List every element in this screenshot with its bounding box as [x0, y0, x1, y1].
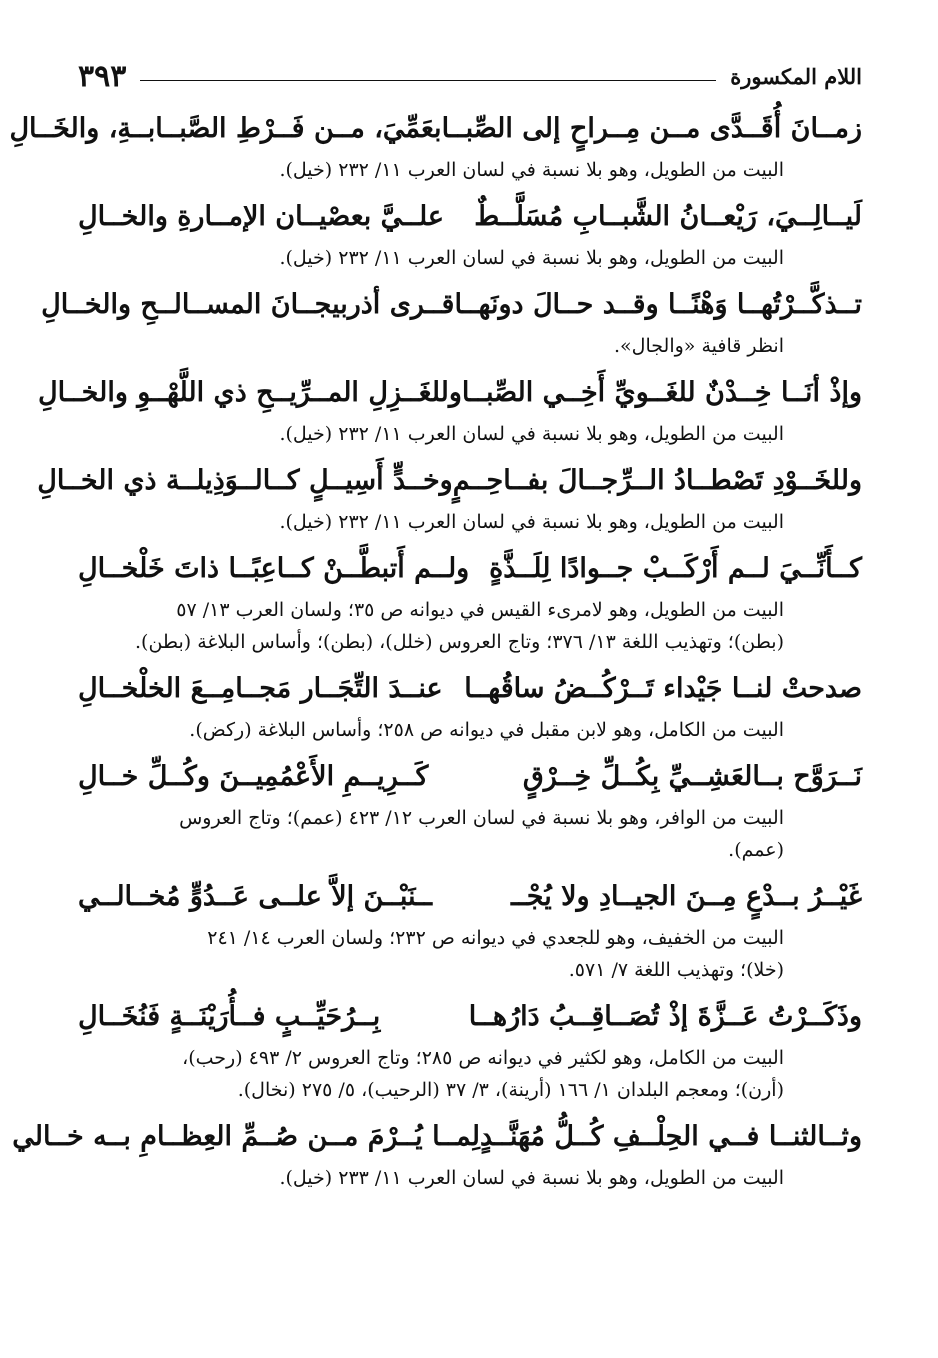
note-line: البيت من الطويل، وهو بلا نسبة في لسان العرب ١١/ ٢٣٣ (خيل). [279, 1167, 784, 1189]
verse-entry [78, 752, 862, 866]
note-line: البيت من الخفيف، وهو للجعدي في ديوانه ص ٢٣٢؛ ولسان العرب ١٤/ ٢٤١ [207, 927, 784, 949]
page-number: ٣٩٣ [78, 58, 127, 94]
verse-note [78, 714, 862, 746]
verse-entry [38, 368, 862, 450]
verse-note [78, 594, 862, 658]
verse-line [37, 456, 862, 506]
verse-second-hemistich: علــيَّ بعصْيــان الإمــارةِ والخــالِ [78, 201, 445, 232]
verse-note [78, 242, 862, 274]
note-line: (أرن)؛ ومعجم البلدان ١/ ١٦٦ (أرينة)، ٣/ ٣٧ (الرحيب)، ٥/ ٢٧٥ (نخال). [237, 1079, 784, 1101]
verse-line [78, 752, 862, 802]
verse-line [78, 992, 862, 1042]
verse-line [41, 280, 862, 330]
verse-second-hemistich: ولــم أَتبطَّــنْ كــاعِبًــا ذاتَ خَلْخــالِ [78, 553, 470, 584]
verse-note [78, 1042, 862, 1106]
verse-note [78, 506, 862, 538]
verse-entry [78, 872, 862, 986]
verse-line [78, 664, 862, 714]
verse-first-hemistich: نَــرَوَّح بــالعَشِــيِّ بِكُــلِّ خِــرْقٍ [522, 761, 862, 792]
note-line: البيت من الطويل، وهو لامرىء القيس في ديوانه ص ٣٥؛ ولسان العرب ١٣/ ٥٧ [176, 599, 784, 621]
verse-line [78, 872, 862, 922]
verse-second-hemistich: لِمــا يُــرْمَ مــن صُــمِّ العِظــامِ بــه خــالي [12, 1121, 480, 1152]
note-line: البيت من الكامل، وهو لكثير في ديوانه ص ٢٨٥؛ وتاج العروس ٢/ ٤٩٣ (رحب)، [182, 1047, 784, 1069]
note-line: انظر قافية «والجال». [614, 335, 784, 357]
verse-entry [41, 280, 862, 362]
verse-first-hemistich: صدحتْ لنــا جَيْداء تَــرْكُــضُ ساقُهــا [464, 673, 862, 704]
verse-line [38, 368, 862, 418]
verse-entry [78, 992, 862, 1106]
verse-first-hemistich: وإذْ أنَــا خِــدْنٌ للغَــويِّ أَخِــي الصِّبــا [461, 377, 862, 408]
running-title: اللام المكسورة [730, 63, 862, 89]
verse-second-hemistich: ــنَبْــنَ إلاَّ علــى عَــدُوٍّ مُخــالــي [78, 881, 432, 912]
verse-first-hemistich: وذَكَــرْتُ عَــزَّةَ إذْ تُصَــاقِــبُ دَارُهــا [468, 1001, 862, 1032]
verse-second-hemistich: وخــدٍّ أَسِيــلٍ كــالــوَذِيلــة ذي الخــالِ [37, 465, 453, 496]
verse-line [78, 544, 862, 594]
note-line: البيت من الطويل، وهو بلا نسبة في لسان العرب ١١/ ٢٣٢ (خيل). [279, 423, 784, 445]
verse-note [78, 418, 862, 450]
verse-note [78, 330, 862, 362]
verse-second-hemistich: وللغَــزِلِ المــرِّيــحِ ذي اللَّهْــوِ والخــالِ [38, 377, 462, 408]
verse-first-hemistich: غَيْــرُ بــدْعٍ مِــنَ الجيــادِ ولا يُجْــ [510, 881, 862, 912]
verse-first-hemistich: تــذكَّــرْتُهــا وَهْنًــا وقــد حــالَ دونَهــا [454, 289, 862, 320]
verse-second-hemistich: قــرى أذربيجــانَ المســالــحِ والخــالِ [41, 289, 455, 320]
verse-entry [9, 104, 862, 186]
verse-note [78, 154, 862, 186]
verse-note [78, 1162, 862, 1194]
verse-first-hemistich: كــأَنِّــيَ لــم أَرْكَــبْ جــوادًا لِلَــذَّةٍ [489, 553, 862, 584]
note-line: البيت من الطويل، وهو بلا نسبة في لسان العرب ١١/ ٢٣٢ (خيل). [279, 247, 784, 269]
verse-entry [37, 456, 862, 538]
verse-entry [78, 544, 862, 658]
note-line: البيت من الكامل، وهو لابن مقبل في ديوانه ص ٢٥٨؛ وأساس البلاغة (ركض). [189, 719, 784, 741]
verse-second-hemistich: كَــرِيــمِ الأَعْمُمِيــنَ وكُــلِّ خــالِ [78, 761, 429, 792]
verse-first-hemistich: زمــانَ أُقَــدَّى مــن مِــراحٍ إلى الصِّبــا [441, 113, 862, 144]
note-line: البيت من الطويل، وهو بلا نسبة في لسان العرب ١١/ ٢٣٢ (خيل). [279, 511, 784, 533]
note-line: (عمم). [728, 839, 784, 861]
verse-line [12, 1112, 862, 1162]
verse-note [78, 802, 862, 866]
note-line: (بطن)؛ وتهذيب اللغة ١٣/ ٣٧٦؛ وتاج العروس (خلل)، (بطن)؛ وأساس البلاغة (بطن). [135, 631, 784, 653]
verse-note [78, 922, 862, 986]
note-line: البيت من الوافر، وهو بلا نسبة في لسان العرب ١٢/ ٤٢٣ (عمم)؛ وتاج العروس [179, 807, 784, 829]
verse-first-hemistich: وثــالثنــا فــي الحِلْــفِ كُــلُّ مُهَنَّــدٍ [479, 1121, 862, 1152]
verse-line [9, 104, 862, 154]
verse-line [78, 192, 862, 242]
verse-first-hemistich: لَيــالِــيَ، رَيْعــانُ الشَّبــابِ مُسَلَّــطٌ [474, 201, 862, 232]
verse-entry [78, 192, 862, 274]
verse-second-hemistich: بعَمِّيَ، مــن فَــرْطِ الصَّبــابــةِ، والخَــالِ [9, 113, 442, 144]
verse-entry [12, 1112, 862, 1194]
verses-list [9, 104, 862, 1200]
verse-first-hemistich: وللخَــوْدِ تَصْطــادُ الــرِّجــالَ بفــاحِــمٍ [452, 465, 862, 496]
note-line: البيت من الطويل، وهو بلا نسبة في لسان العرب ١١/ ٢٣٢ (خيل). [279, 159, 784, 181]
verse-second-hemistich: بِــرُحَيِّــبٍ فــأُرَيْنَــةٍ فَنُخَــالِ [78, 1001, 381, 1032]
note-line: (خلا)؛ وتهذيب اللغة ٧/ ٥٧١. [568, 959, 784, 981]
page-header [78, 58, 862, 94]
verse-entry [78, 664, 862, 746]
verse-second-hemistich: عنــدَ التِّجَــار مَجــامِــعَ الخلْخــالِ [78, 673, 443, 704]
header-rule [140, 80, 716, 81]
